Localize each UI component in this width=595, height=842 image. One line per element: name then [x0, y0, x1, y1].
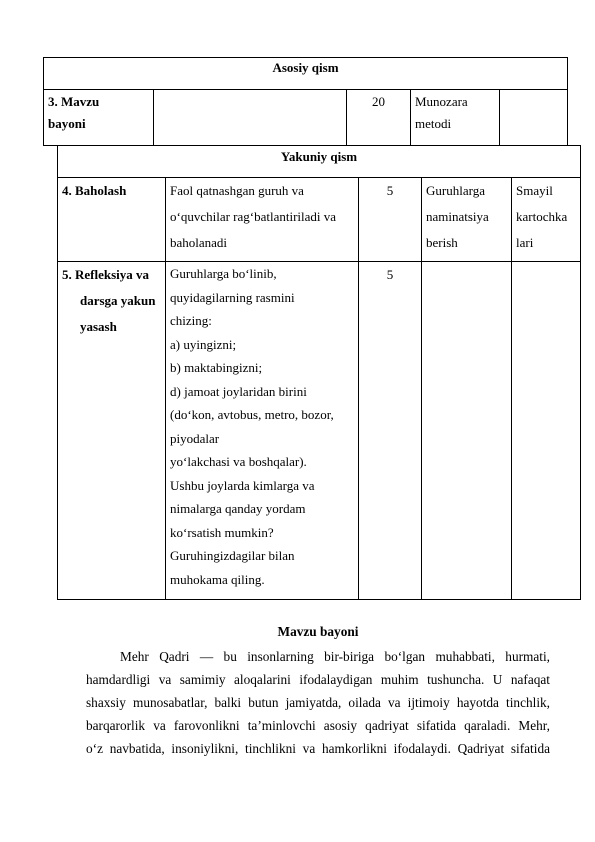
reflection-label: 5. Refleksiya va	[62, 267, 150, 282]
body-line: hamdardligi va samimiy aloqalarini ifodalaydigan muhim tushuncha. U nafaqat	[86, 671, 550, 687]
final-part-table	[57, 145, 581, 600]
content-line: yo‘lakchasi va boshqalar).	[170, 454, 307, 469]
content-line: (do‘kon, avtobus, metro, bozor,	[170, 407, 334, 422]
content-line: nimalarga qanday yordam	[170, 501, 306, 516]
content-line: quyidagilarning rasmini	[170, 289, 295, 305]
body-line: o‘z navbatida, insoniylikni, tinchlikni va hamkorlikni ifodalaydi. Qadriyat sifatida	[86, 740, 550, 756]
content-line: piyodalar	[170, 430, 220, 446]
content-line: ko‘rsatish mumkin?	[170, 524, 274, 540]
section-heading: Mavzu bayoni	[277, 624, 359, 639]
assessment-label: 4. Baholash	[62, 183, 127, 198]
topic-content-cell	[154, 90, 347, 146]
body-line: shaxsiy munosabatlar, balki butun jamiyatda, oilada va ijtimoiy hayotda tinchlik,	[86, 694, 550, 710]
assessment-method-cell	[422, 178, 512, 262]
content-line: o‘quvchilar rag‘batlantiriladi va	[170, 209, 337, 224]
content-line: d) jamoat joylaridan birini	[170, 383, 307, 399]
main-part-table	[43, 57, 568, 146]
topic-minutes-cell: 20	[347, 90, 411, 146]
method-line: berish	[426, 235, 458, 250]
content-line: Guruhingizdagilar bilan	[170, 548, 295, 563]
main-part-title: Asosiy qism	[44, 58, 568, 90]
content-line: a) uyingizni;	[170, 336, 237, 352]
final-part-title: Yakuniy qism	[58, 146, 581, 178]
reflection-content-cell	[166, 262, 359, 600]
assessment-resource-cell	[512, 178, 581, 262]
content-line: Faol qatnashgan guruh va	[170, 183, 304, 198]
method-text: metodi	[415, 116, 452, 131]
reflection-resource-cell	[512, 262, 581, 600]
topic-label-cell	[44, 90, 154, 146]
resource-line: lari	[516, 235, 534, 250]
reflection-label: darsga yakun	[80, 293, 156, 308]
resource-line: kartochka	[516, 209, 568, 224]
assessment-content-cell	[166, 178, 359, 262]
topic-label: 3. Mavzu	[48, 94, 100, 109]
topic-method-cell	[411, 90, 500, 146]
reflection-label: yasash	[80, 319, 117, 334]
topic-resource-cell	[500, 90, 568, 146]
topic-label: bayoni	[48, 116, 86, 131]
reflection-method-cell	[422, 262, 512, 600]
body-line: Mehr Qadri — bu insonlarning bir-biriga bo‘lgan muhabbati, hurmati,	[120, 649, 550, 664]
method-line: naminatsiya	[426, 209, 489, 224]
content-line: baholanadi	[170, 235, 228, 250]
content-line: muhokama qiling.	[170, 571, 265, 587]
assessment-label-cell	[58, 178, 166, 262]
reflection-label-cell	[58, 262, 166, 600]
body-line: barqarorlik va farovonlikni ta’minlovchi asosiy qadriyat sifatida qaraladi. Mehr,	[86, 717, 550, 733]
content-line: Ushbu joylarda kimlarga va	[170, 477, 315, 493]
method-text: Munozara	[415, 94, 468, 109]
content-line: b) maktabingizni;	[170, 360, 263, 375]
section-body	[86, 646, 550, 761]
resource-line: Smayil	[516, 183, 553, 198]
content-line: Guruhlarga bo‘linib,	[170, 266, 277, 281]
content-line: chizing:	[170, 313, 212, 328]
assessment-minutes-cell: 5	[359, 178, 422, 262]
reflection-minutes-cell: 5	[359, 262, 422, 600]
method-line: Guruhlarga	[426, 183, 485, 198]
